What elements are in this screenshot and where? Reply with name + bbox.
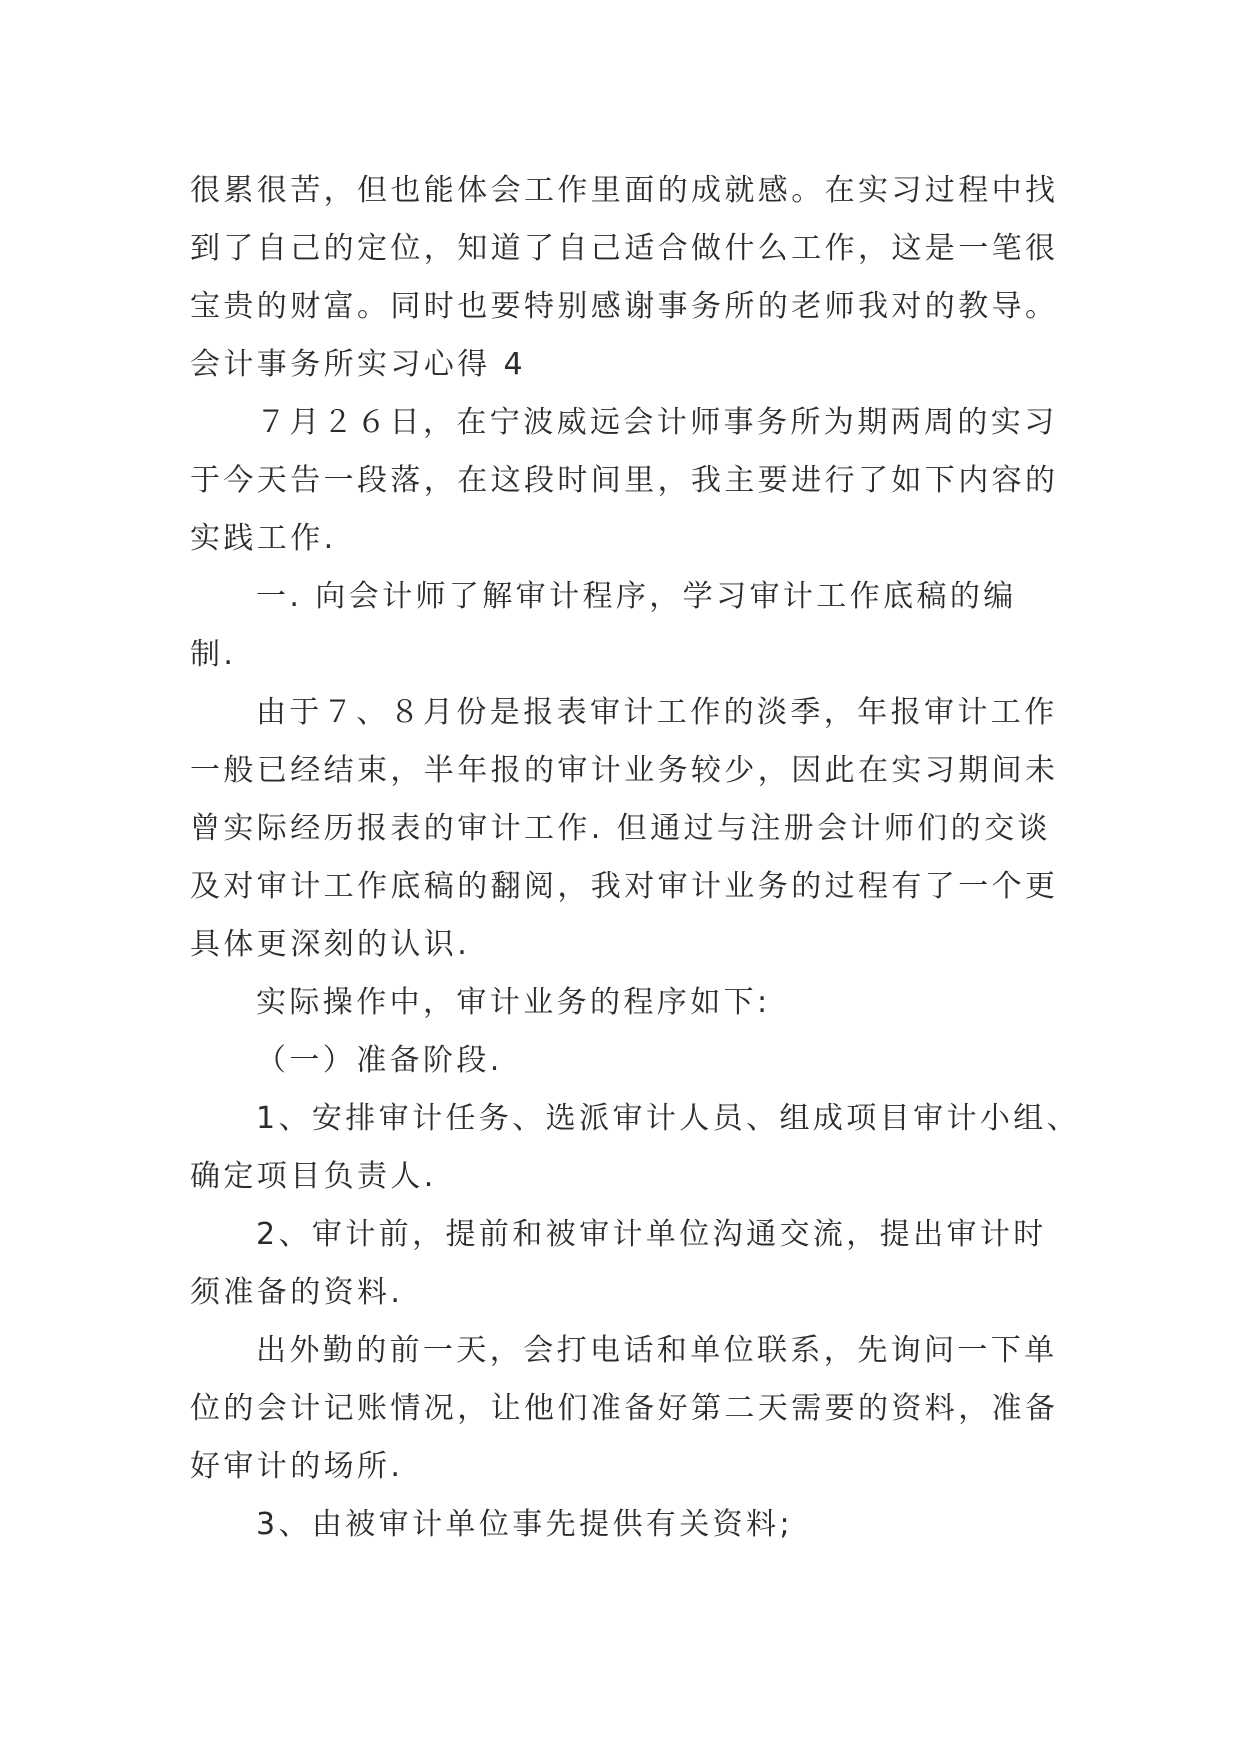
- paragraph-line: 位的会计记账情况，让他们准备好第二天需要的资料，准备: [190, 1391, 1059, 1426]
- paragraph-line: 到了自己的定位，知道了自己适合做什么工作，这是一笔很: [190, 231, 1059, 266]
- section-heading: 会计事务所实习心得 4: [190, 347, 527, 382]
- list-item-line: 2、审计前，提前和被审计单位沟通交流，提出审计时: [256, 1217, 1047, 1252]
- document-body: [190, 162, 1081, 1554]
- paragraph-line: ７月２６日，在宁波威远会计师事务所为期两周的实习: [256, 405, 1058, 440]
- list-item-line: 1、安排审计任务、选派审计人员、组成项目审计小组、: [256, 1101, 1081, 1136]
- list-item-line: 确定项目负责人.: [190, 1159, 437, 1194]
- paragraph-line: 出外勤的前一天，会打电话和单位联系，先询问一下单: [256, 1333, 1058, 1368]
- paragraph-line: 很累很苦，但也能体会工作里面的成就感。在实习过程中找: [190, 173, 1059, 208]
- paragraph-line: 一般已经结束，半年报的审计业务较少，因此在实习期间未: [190, 753, 1059, 788]
- paragraph-line: 及对审计工作底稿的翻阅，我对审计业务的过程有了一个更: [190, 869, 1059, 904]
- paragraph-line: 制.: [190, 637, 237, 672]
- paragraph-line: 一. 向会计师了解审计程序，学习审计工作底稿的编: [256, 579, 1017, 614]
- paragraph-line: 实际操作中，审计业务的程序如下:: [256, 985, 771, 1020]
- paragraph-line: 于今天告一段落，在这段时间里，我主要进行了如下内容的: [190, 463, 1059, 498]
- list-item-line: 须准备的资料.: [190, 1275, 404, 1310]
- list-heading: （一）准备阶段.: [256, 1043, 503, 1078]
- list-item-line: 3、由被审计单位事先提供有关资料;: [256, 1507, 793, 1542]
- paragraph-line: 由于７、８月份是报表审计工作的淡季，年报审计工作: [256, 695, 1058, 730]
- paragraph-line: 好审计的场所.: [190, 1449, 404, 1484]
- paragraph-line: 曾实际经历报表的审计工作. 但通过与注册会计师们的交谈: [190, 811, 1051, 846]
- paragraph-line: 实践工作.: [190, 521, 337, 556]
- paragraph-line: 宝贵的财富。同时也要特别感谢事务所的老师我对的教导。: [190, 289, 1059, 324]
- paragraph-line: 具体更深刻的认识.: [190, 927, 471, 962]
